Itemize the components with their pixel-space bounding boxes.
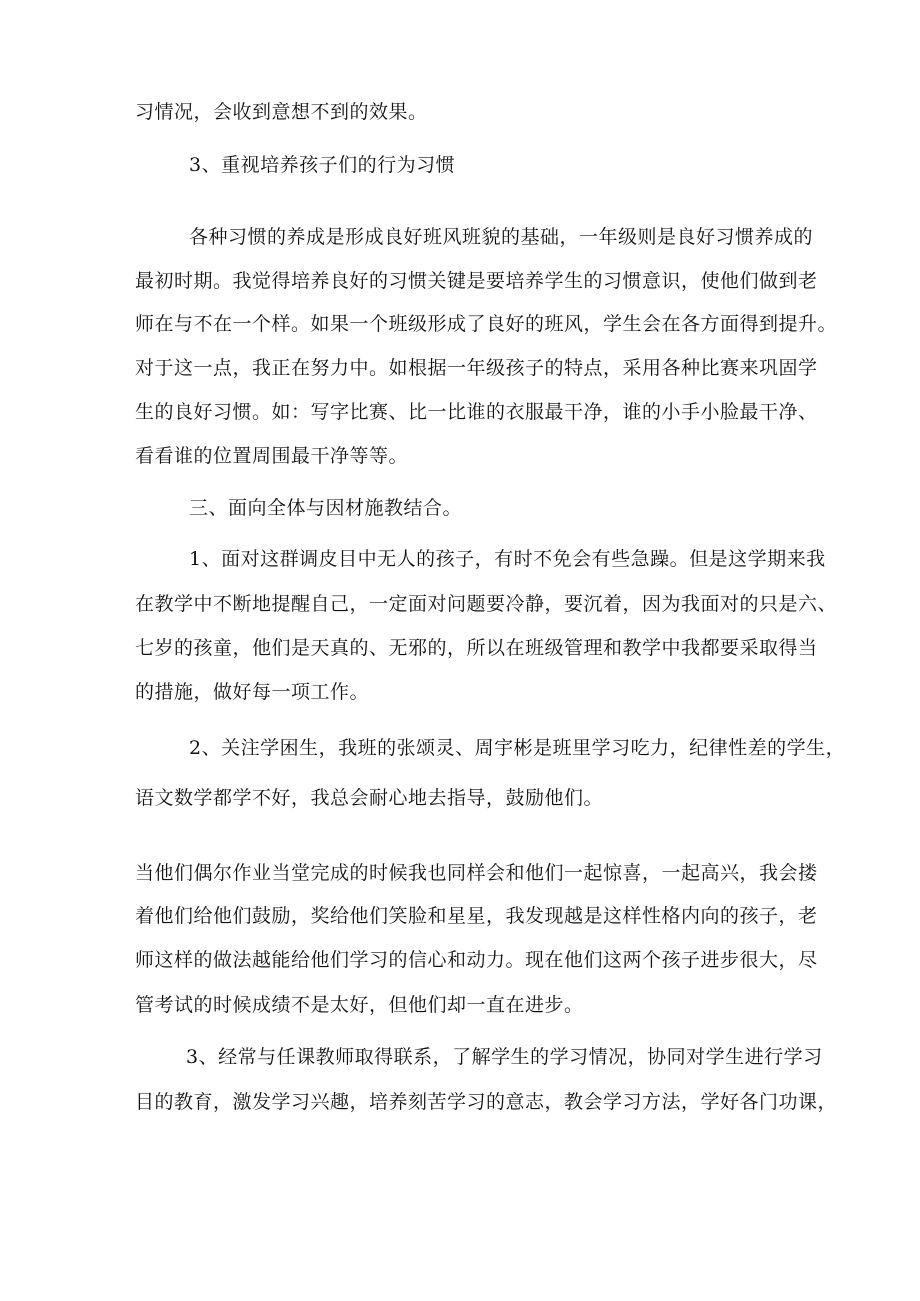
text-line: 七岁的孩童，他们是天真的、无邪的，所以在班级管理和教学中我都要采取得当: [135, 637, 818, 659]
text-line: 习情况，会收到意想不到的效果。: [135, 101, 428, 123]
text-line: 师这样的做法越能给他们学习的信心和动力。现在他们这两个孩子进步很大，尽: [135, 949, 818, 971]
text-line: 1、面对这群调皮目中无人的孩子，有时不免会有些急躁。但是这学期来我: [189, 548, 826, 570]
text-line: 师在与不在一个样。如果一个班级形成了良好的班风，学生会在各方面得到提升。: [135, 313, 838, 335]
text-line: 2、关注学困生，我班的张颂灵、周宇彬是班里学习吃力，纪律性差的学生，: [189, 737, 846, 759]
text-line: 管考试的时候成绩不是太好，但他们却一直在进步。: [135, 994, 584, 1016]
text-line: 的措施，做好每一项工作。: [135, 681, 370, 703]
text-line: 语文数学都学不好，我总会耐心地去指导，鼓励他们。: [135, 787, 604, 809]
text-line: 在教学中不断地提醒自己，一定面对问题要冷静，要沉着，因为我面对的只是六、: [135, 593, 838, 615]
text-line: 对于这一点，我正在努力中。如根据一年级孩子的特点，采用各种比赛来巩固学: [135, 357, 818, 379]
text-line: 看看谁的位置周围最干净等等。: [135, 445, 409, 467]
section-heading: 三、面向全体与因材施教结合。: [189, 497, 463, 519]
text-line: 当他们偶尔作业当堂完成的时候我也同样会和他们一起惊喜，一起高兴，我会搂: [135, 862, 818, 884]
text-line: 着他们给他们鼓励，奖给他们笑脸和星星，我发现越是这样性格内向的孩子，老: [135, 905, 818, 927]
text-line: 目的教育，激发学习兴趣，培养刻苦学习的意志，教会学习方法，学好各门功课，: [135, 1091, 838, 1113]
section-heading: 3、重视培养孩子们的行为习惯: [189, 154, 456, 176]
text-line: 3、经常与任课教师取得联系，了解学生的学习情况，协同对学生进行学习: [186, 1046, 823, 1068]
text-line: 各种习惯的养成是形成良好班风班貌的基础，一年级则是良好习惯养成的: [189, 226, 814, 248]
text-line: 最初时期。我觉得培养良好的习惯关键是要培养学生的习惯意识，使他们做到老: [135, 270, 818, 292]
text-line: 生的良好习惯。如：写字比赛、比一比谁的衣服最干净，谁的小手小脸最干净、: [135, 401, 818, 423]
